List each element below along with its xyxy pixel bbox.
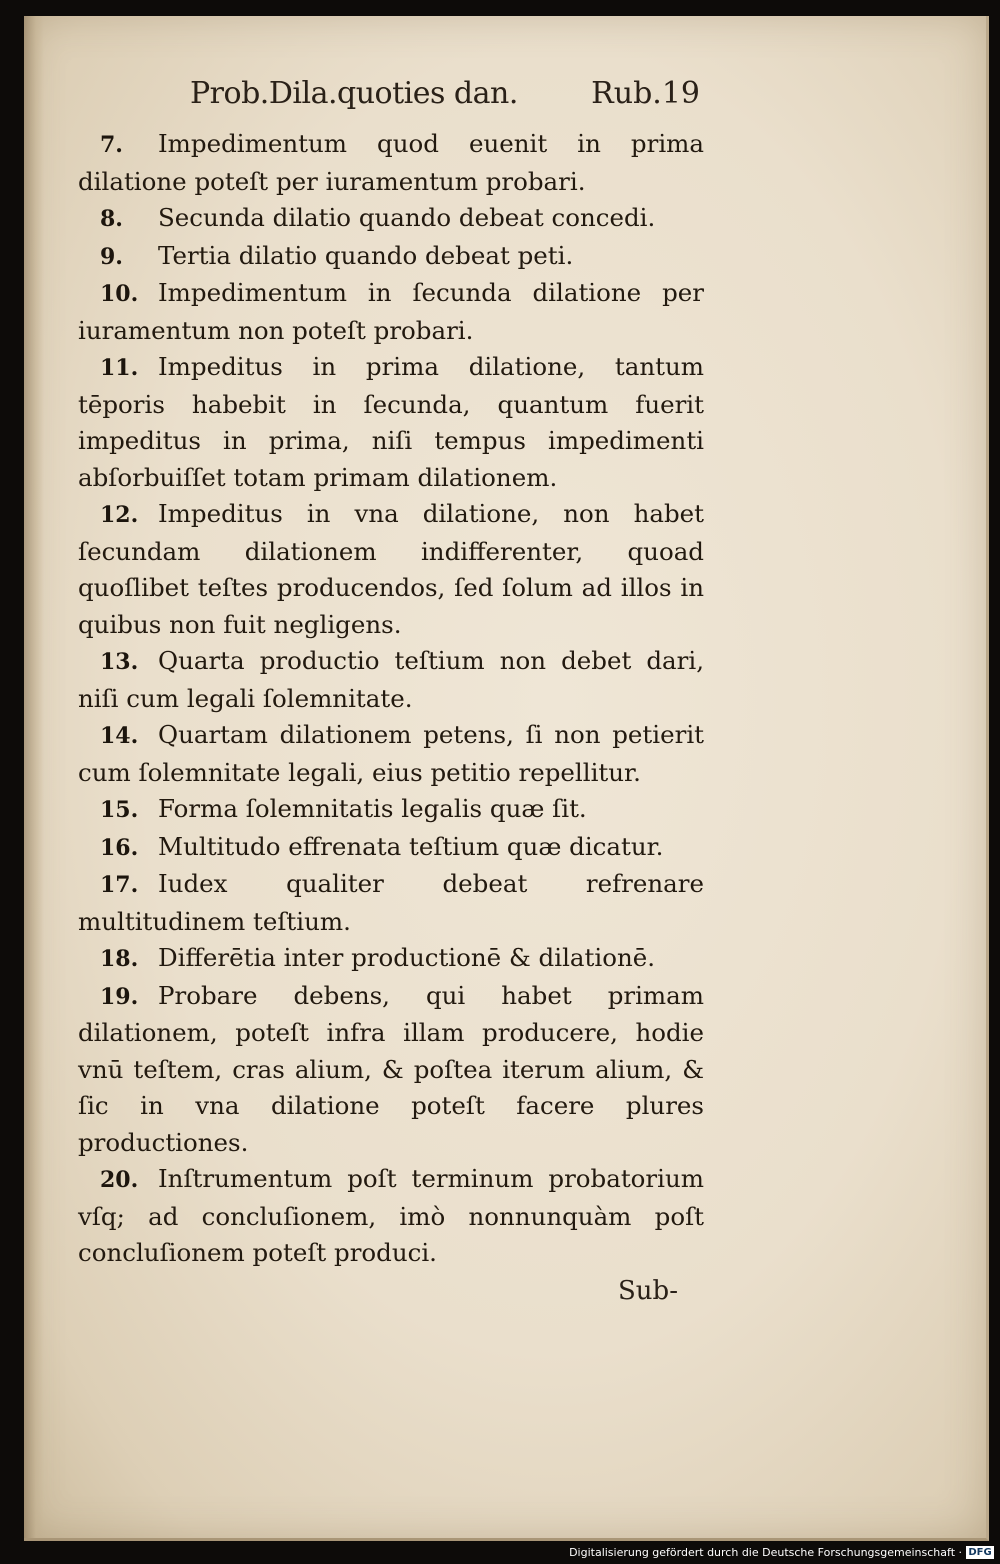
- item-text: Tertia dilatio quando debeat peti.: [158, 240, 574, 270]
- list-item: [78, 238, 704, 276]
- item-number: 17.: [100, 872, 139, 898]
- item-number: 20.: [100, 1167, 139, 1193]
- item-number: 18.: [100, 946, 139, 972]
- list-item: [78, 200, 704, 238]
- page-gutter-shadow: [24, 16, 44, 1538]
- list-item: [78, 1161, 704, 1272]
- item-number: 11.: [100, 355, 139, 381]
- catchword: Sub-: [618, 1276, 678, 1306]
- list-item: [78, 940, 704, 978]
- summary-list: [78, 126, 704, 1272]
- item-number: 7.: [100, 132, 123, 158]
- list-item: [78, 791, 704, 829]
- item-text: Inſtrumentum poſt terminum probatorium vſq; ad concluſionem, imò nonnunquàm poſt concluſionem poteſt produci.: [78, 1164, 704, 1267]
- item-text: Differētia inter productionē & dilationē.: [158, 943, 656, 972]
- dfg-logo: DFG: [966, 1546, 994, 1559]
- item-text: Quarta productio teſtium non debet dari, niſi cum legali ſolemnitate.: [78, 646, 704, 713]
- item-number: 16.: [100, 834, 139, 861]
- item-number: 19.: [100, 983, 139, 1010]
- list-item: [78, 866, 704, 940]
- list-item: [78, 717, 704, 791]
- list-item: [78, 978, 704, 1162]
- item-text: Probare debens, qui habet primam dilationem, poteſt infra illam producere, hodie vnū teſtem, cras alium, & poſtea iterum alium, & ſic in vna dilatione poteſt facere plures productiones.: [78, 980, 704, 1157]
- item-text: Impedimentum in ſecunda dilatione per iuramentum non poteſt probari.: [78, 278, 704, 345]
- list-item: [78, 275, 704, 349]
- list-item: [78, 496, 704, 643]
- item-number: 15.: [100, 797, 139, 823]
- item-number: 10.: [100, 281, 139, 307]
- item-number: 12.: [100, 502, 139, 528]
- item-text: Impeditus in vna dilatione, non habet ſecundam dilationem indifferenter, quoad quoſlibet teſtes producendos, ſed ſolum ad illos in quibus non fuit negligens.: [78, 499, 704, 639]
- item-text: Forma ſolemnitatis legalis quæ ſit.: [158, 794, 587, 823]
- page-header: [190, 70, 700, 120]
- running-title: Prob.Dila.quoties dan.: [190, 76, 518, 111]
- section-reference: Rub.19: [591, 76, 700, 111]
- item-number: 9.: [100, 243, 123, 270]
- item-number: 14.: [100, 723, 139, 749]
- list-item: [78, 643, 704, 717]
- item-text: Multitudo effrenata teſtium quæ dicatur.: [158, 831, 664, 861]
- item-text: Secunda dilatio quando debeat concedi.: [158, 203, 656, 232]
- item-text: Iudex qualiter debeat refrenare multitudinem teſtium.: [78, 869, 704, 936]
- list-item: [78, 349, 704, 496]
- digitization-credit: Digitalisierung gefördert durch die Deutsche Forschungsgemeinschaft ·: [569, 1546, 962, 1559]
- item-text: Impeditus in prima dilatione, tantum tēporis habebit in ſecunda, quantum fuerit impeditus in prima, niſi tempus impedimenti abſorbuiſſet totam primam dilationem.: [78, 352, 704, 492]
- item-number: 13.: [100, 649, 139, 675]
- item-text: Quartam dilationem petens, ſi non petierit cum ſolemnitate legali, eius petitio repellitur.: [78, 720, 704, 787]
- item-text: Impedimentum quod euenit in prima dilatione poteſt per iuramentum probari.: [78, 129, 704, 196]
- item-number: 8.: [100, 206, 123, 232]
- list-item: [78, 829, 704, 867]
- list-item: [78, 126, 704, 200]
